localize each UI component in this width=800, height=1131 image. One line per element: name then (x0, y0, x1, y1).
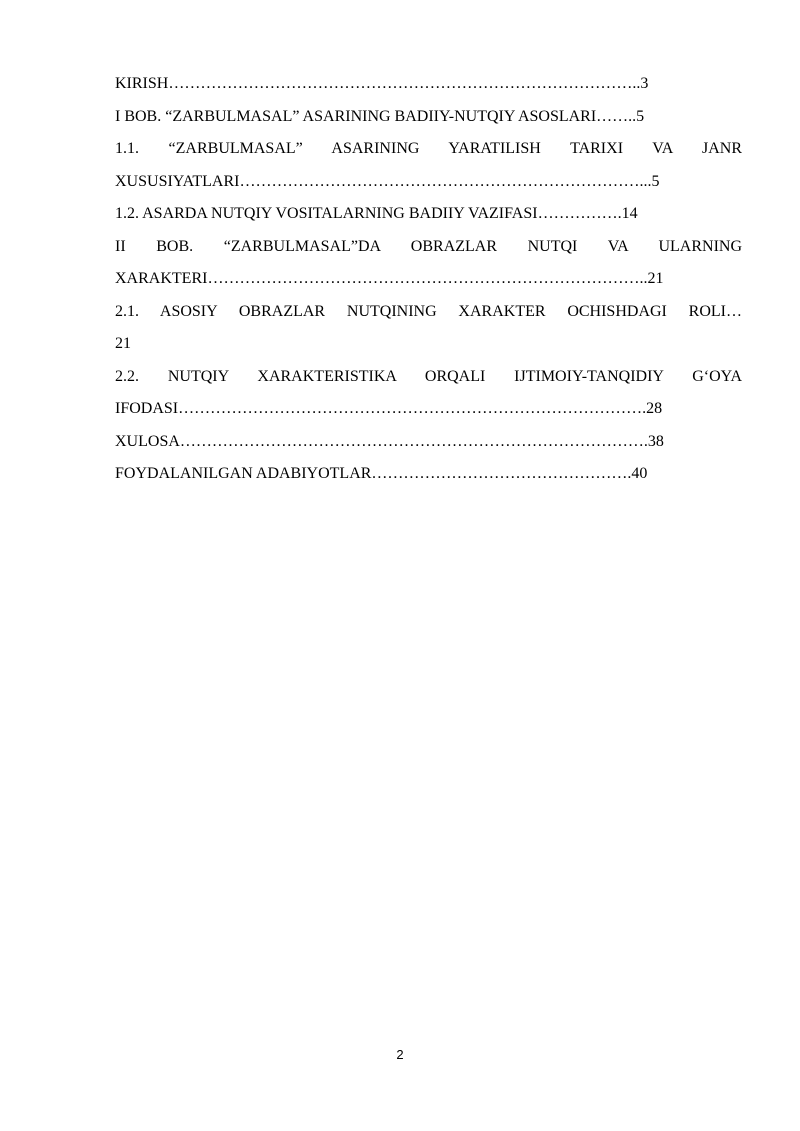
toc-entry-section-2-2: 2.2. NUTQIY XARAKTERISTIKA ORQALI IJTIMOIY-TANQIDIY G‘OYA (115, 367, 742, 385)
toc-entry-chapter-2-cont: XARAKTERI………………………………………………………………………..21 (115, 270, 664, 287)
toc-entry-section-2-1: 2.1. ASOSIY OBRAZLAR NUTQINING XARAKTER OCHISHDAGI ROLI… (115, 302, 742, 320)
toc-entry-section-1-2: 1.2. ASARDA NUTQIY VOSITALARNING BADIIY VAZIFASI…………….14 (115, 205, 638, 222)
toc-entry-xulosa: XULOSA…………………………………………………………………………….38 (115, 432, 664, 450)
toc-entry-kirish: KIRISH……………………………………………………………………………..3 (115, 75, 649, 92)
page-number: 2 (396, 1047, 404, 1062)
toc-entry-chapter-1: I BOB. “ZARBULMASAL” ASARINING BADIIY-NUTQIY ASOSLARI……..5 (115, 107, 645, 125)
toc-entry-section-2-1-page: 21 (115, 335, 131, 352)
toc-entry-adabiyotlar: FOYDALANILGAN ADABIYOTLAR………………………………………….40 (115, 465, 648, 482)
table-of-contents (115, 68, 742, 491)
toc-entry-section-1-1: 1.1. “ZARBULMASAL” ASARINING YARATILISH TARIXI VA JANR (115, 140, 742, 157)
toc-entry-section-2-2-cont: IFODASI…………………………………………………………………………….28 (115, 400, 663, 417)
toc-entry-chapter-2: II BOB. “ZARBULMASAL”DA OBRAZLAR NUTQI VA ULARNING (115, 237, 742, 255)
toc-entry-section-1-1-cont: XUSUSIYATLARI…………………………………………………………………...5 (115, 172, 660, 190)
